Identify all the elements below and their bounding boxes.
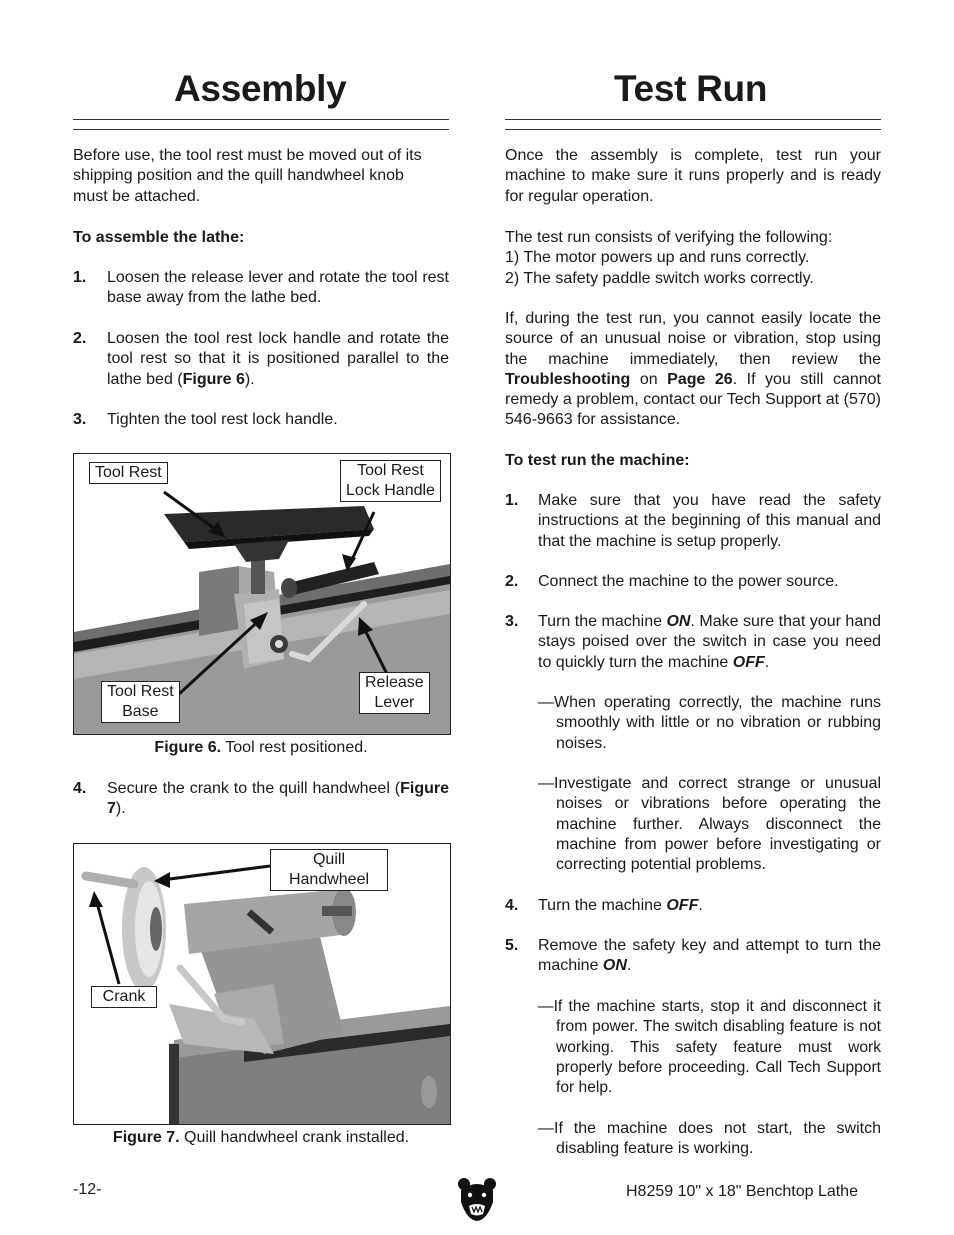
figure-7-ref: Figure 7: [107, 780, 449, 818]
test-run-troubleshooting-note: If, during the test run, you cannot easily locate the source of an unusual noise or vibration, stop using the machine immediately, then review the Troubleshooting on Page 26. If you still cannot remedy a problem, contact our Tech Support at (570) 546-9663 for assistance.: [505, 310, 881, 429]
assembly-step-4-num: 4.: [73, 780, 87, 797]
assembly-rule-top: [73, 119, 449, 120]
assembly-rule-bottom: [73, 129, 449, 130]
verify-line-2: 1) The motor powers up and runs correctly.: [505, 249, 810, 267]
test-step-5-note-1: —If the machine starts, stop it and disconnect it from power. The switch disabling feature is not working. This safety feature must work properly before proceeding. Call Tech Support for help.: [538, 998, 881, 1097]
callout-tool-rest-base: Tool Rest Base: [101, 681, 180, 723]
assembly-subhead: To assemble the lathe:: [73, 229, 245, 246]
test-step-1-num: 1.: [505, 492, 519, 509]
test-run-heading: Test Run: [614, 68, 768, 109]
test-step-5-text: Remove the safety key and attempt to turn the machine ON.: [538, 937, 881, 975]
test-step-4-num: 4.: [505, 897, 519, 914]
figure-6-caption: Figure 6. Tool rest positioned.: [154, 739, 368, 756]
test-step-3-note-1: —When operating correctly, the machine runs smoothly with little or no vibration or rubbing noises.: [538, 694, 881, 752]
callout-tool-rest: Tool Rest: [89, 462, 168, 484]
bear-logo-icon: [457, 1176, 497, 1222]
test-step-3-text: Turn the machine ON. Make sure that your hand stays poised over the switch in case you need to quickly turn the machine OFF.: [538, 613, 882, 671]
test-step-5-note-2: —If the machine does not start, the switch disabling feature is working.: [538, 1120, 881, 1158]
figure-6-ref: Figure 6: [182, 370, 245, 388]
test-step-2-num: 2.: [505, 573, 519, 590]
callout-crank: Crank: [91, 986, 157, 1008]
callout-tool-rest-lock-handle: Tool Rest Lock Handle: [340, 460, 441, 502]
test-run-intro: Once the assembly is complete, test run your machine to make sure it runs properly and is ready for regular operation.: [505, 147, 881, 205]
test-step-5-num: 5.: [505, 937, 519, 954]
assembly-step-4-text: Secure the crank to the quill handwheel (Figure 7).: [107, 780, 449, 818]
quill-handwheel-photo: [74, 844, 450, 1124]
test-step-2-text: Connect the machine to the power source.: [538, 573, 839, 590]
assembly-intro: Before use, the tool rest must be moved out of its shipping position and the quill handwheel knob must be attached.: [73, 147, 422, 205]
assembly-step-2-num: 2.: [73, 330, 87, 347]
assembly-heading: Assembly: [174, 68, 347, 109]
figure-7-caption: Figure 7. Quill handwheel crank installed.: [112, 1129, 410, 1146]
test-run-rule-bottom: [505, 129, 881, 130]
test-step-1-text: Make sure that you have read the safety instructions at the beginning of this manual and that the machine is setup properly.: [538, 492, 881, 550]
assembly-step-1-num: 1.: [73, 269, 87, 286]
test-step-3-num: 3.: [505, 613, 519, 630]
callout-release-lever: Release Lever: [359, 672, 430, 714]
assembly-step-3-num: 3.: [73, 411, 87, 428]
test-run-rule-top: [505, 119, 881, 120]
assembly-step-1-text: Loosen the release lever and rotate the tool rest base away from the lathe bed.: [107, 269, 449, 307]
figure-6: [73, 453, 451, 735]
callout-quill-handwheel: Quill Handwheel: [270, 849, 388, 891]
figure-7: [73, 843, 451, 1125]
assembly-step-2-text: Loosen the tool rest lock handle and rotate the tool rest so that it is positioned parallel to the lathe bed (Figure 6).: [107, 330, 449, 388]
test-run-verify-list: [505, 228, 881, 289]
assembly-step-3-text: Tighten the tool rest lock handle.: [107, 411, 338, 428]
test-step-3-note-2: —Investigate and correct strange or unusual noises or vibrations before operating the machine further. Always disconnect the machine from power before investigating or correcting potential problems.: [538, 775, 881, 874]
page-number: -12-: [73, 1181, 102, 1198]
verify-line-1: The test run consists of verifying the following:: [505, 229, 833, 246]
test-run-subhead: To test run the machine:: [505, 452, 690, 469]
model-name: H8259 10" x 18" Benchtop Lathe: [626, 1183, 858, 1200]
verify-line-3: 2) The safety paddle switch works correctly.: [505, 269, 814, 287]
test-step-4-text: Turn the machine OFF.: [538, 897, 703, 914]
